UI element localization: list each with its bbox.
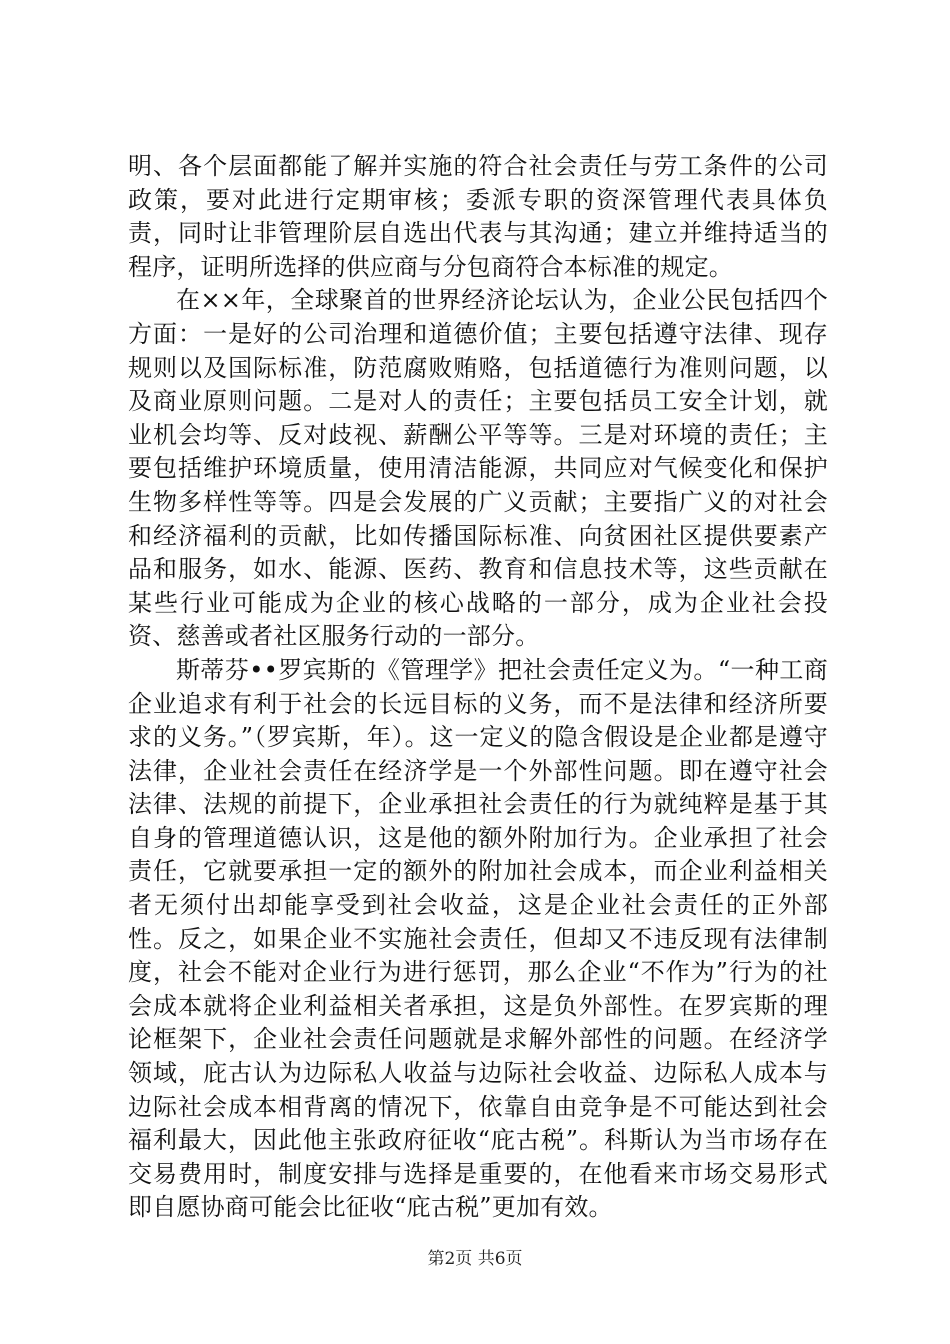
body-text <box>128 150 828 1225</box>
page-footer: 第2页 共6页 <box>427 1249 523 1269</box>
paragraph-robbins-definition: 斯蒂芬••罗宾斯的《管理学》把社会责任定义为。“一种工商企业追求有利于社会的长远目标的义务，而不是法律和经济所要求的义务。”（罗宾斯，年）。这一定义的隐含假设是企业都是遵守法律，企业社会责任在经济学是一个外部性问题。即在遵守社会法律、法规的前提下，企业承担社会责任的行为就纯粹是基于其自身的管理道德认识，这是他的额外附加行为。企业承担了社会责任，它就要承担一定的额外的附加社会成本，而企业利益相关者无须付出却能享受到社会收益，这是企业社会责任的正外部性。反之，如果企业不实施社会责任，但却又不违反现有法律制度，社会不能对企业行为进行惩罚，那么企业“不作为”行为的社会成本就将企业利益相关者承担，这是负外部性。在罗宾斯的理论框架下，企业社会责任问题就是求解外部性的问题。在经济学领域，庇古认为边际私人收益与边际社会收益、边际私人成本与边际社会成本相背离的情况下，依靠自由竞争是不可能达到社会福利最大，因此他主张政府征收“庇古税”。科斯认为当市场存在交易费用时，制度安排与选择是重要的，在他看来市场交易形式即自愿协商可能会比征收“庇古税”更加有效。 <box>128 655 828 1222</box>
paragraph-world-economic-forum: 在××年，全球聚首的世界经济论坛认为，企业公民包括四个方面：一是好的公司治理和道德价值；主要包括遵守法律、现存规则以及国际标准，防范腐败贿赂，包括道德行为准则问题，以及商业原则问题。二是对人的责任；主要包括员工安全计划，就业机会均等、反对歧视、薪酬公平等等。三是对环境的责任；主要包括维护环境质量，使用清洁能源，共同应对气候变化和保护生物多样性等等。四是会发展的广义贡献；主要指广义的对社会和经济福利的贡献，比如传播国际标准、向贫困社区提供要素产品和服务，如水、能源、医药、教育和信息技术等，这些贡献在某些行业可能成为企业的核心战略的一部分，成为企业社会投资、慈善或者社区服务行动的一部分。 <box>128 286 828 651</box>
paragraph-continuation: 明、各个层面都能了解并实施的符合社会责任与劳工条件的公司政策，要对此进行定期审核；委派专职的资深管理代表具体负责，同时让非管理阶层自选出代表与其沟通；建立并维持适当的程序，证明所选择的供应商与分包商符合本标准的规定。 <box>128 152 828 281</box>
